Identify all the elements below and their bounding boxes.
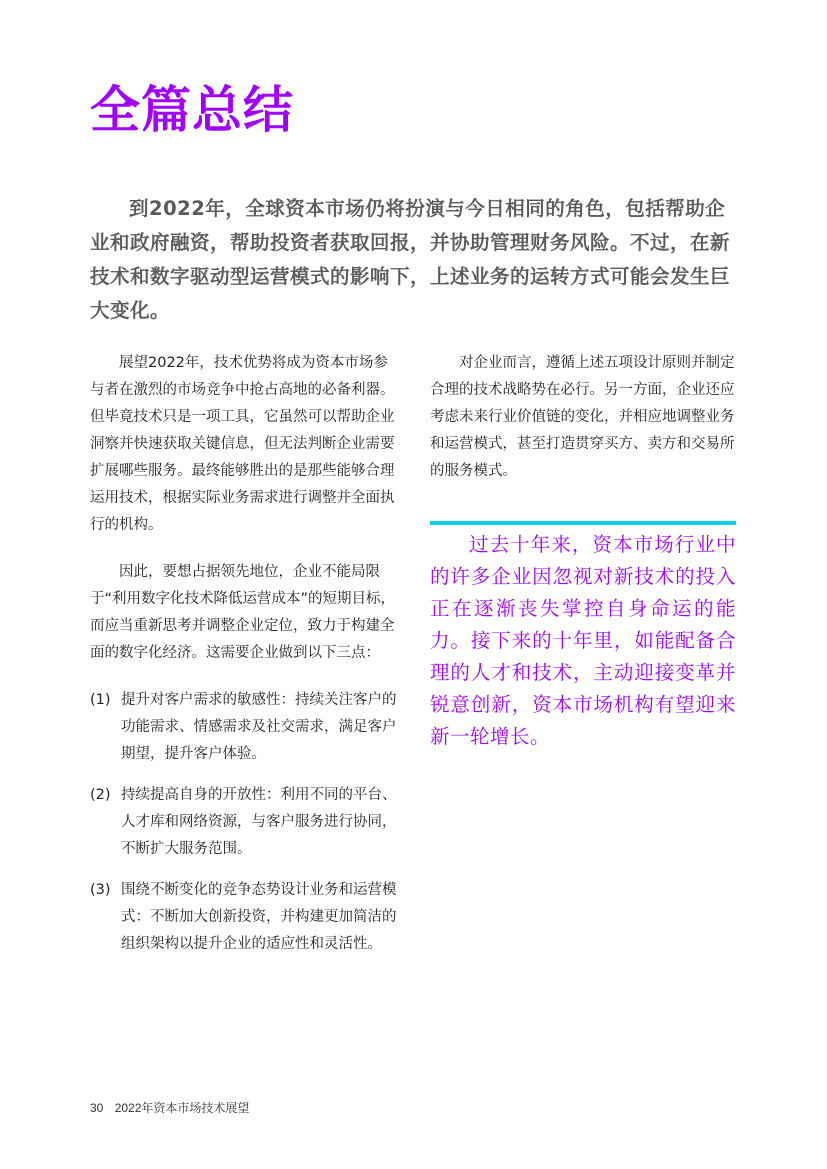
publication-title: 2022年资本市场技术展望 xyxy=(114,1101,250,1115)
list-text: 提升对客户需求的敏感性：持续关注客户的功能需求、情感需求及社交需求，满足客户期望，提升客户体验。 xyxy=(121,692,397,762)
numbered-list xyxy=(90,687,402,958)
list-item xyxy=(90,877,402,958)
list-text: 持续提高自身的开放性：利用不同的平台、人才库和网络资源，与客户服务进行协同，不断扩大服务范围。 xyxy=(121,787,397,857)
page-number: 30 xyxy=(90,1101,104,1115)
list-text: 围绕不断变化的竞争态势设计业务和运营模式：不断加大创新投资，并构建更加简洁的组织架构以提升企业的适应性和灵活性。 xyxy=(121,882,397,952)
list-item xyxy=(90,687,402,768)
intro-paragraph: 到2022年，全球资本市场仍将扮演与今日相同的角色，包括帮助企业和政府融资，帮助投资者获取回报，并协助管理财务风险。不过，在新技术和数字驱动型运营模式的影响下，上述业务的运转方式可能会发生巨大变化。 xyxy=(90,197,731,322)
body-paragraph: 展望2022年，技术优势将成为资本市场参与者在激烈的市场竞争中抢占高地的必备利器。但毕竟技术只是一项工具，它虽然可以帮助企业洞察并快速获取关键信息，但无法判断企业需要扩展哪些服务。最终能够胜出的是那些能够合理运用技术，根据实际业务需求进行调整并全面执行的机构。 xyxy=(90,355,395,533)
body-paragraph: 因此，要想占据领先地位，企业不能局限于“利用数字化技术降低运营成本”的短期目标，而应当重新思考并调整企业定位，致力于构建全面的数字化经济。这需要企业做到以下三点： xyxy=(90,564,396,661)
body-paragraph: 对企业而言，遵循上述五项设计原则并制定合理的技术战略势在必行。另一方面，企业还应考虑未来行业价值链的变化，并相应地调整业务和运营模式，甚至打造贯穿买方、卖方和交易所的服务模式。 xyxy=(430,355,735,479)
list-number: (3) xyxy=(90,882,111,898)
pull-quote: 过去十年来，资本市场行业中的许多企业因忽视对新技术的投入正在逐渐丧失掌控自身命运的能力。接下来的十年里，如能配备合理的人才和技术，主动迎接变革并锐意创新，资本市场机构有望迎来新一轮增长。 xyxy=(430,533,736,748)
right-column xyxy=(430,350,736,753)
page-title: 全篇总结 xyxy=(90,81,294,139)
list-item xyxy=(90,782,402,863)
page-footer xyxy=(90,1099,257,1116)
left-column xyxy=(90,350,402,972)
quote-divider xyxy=(430,521,736,525)
list-number: (1) xyxy=(90,692,111,708)
list-number: (2) xyxy=(90,787,111,803)
